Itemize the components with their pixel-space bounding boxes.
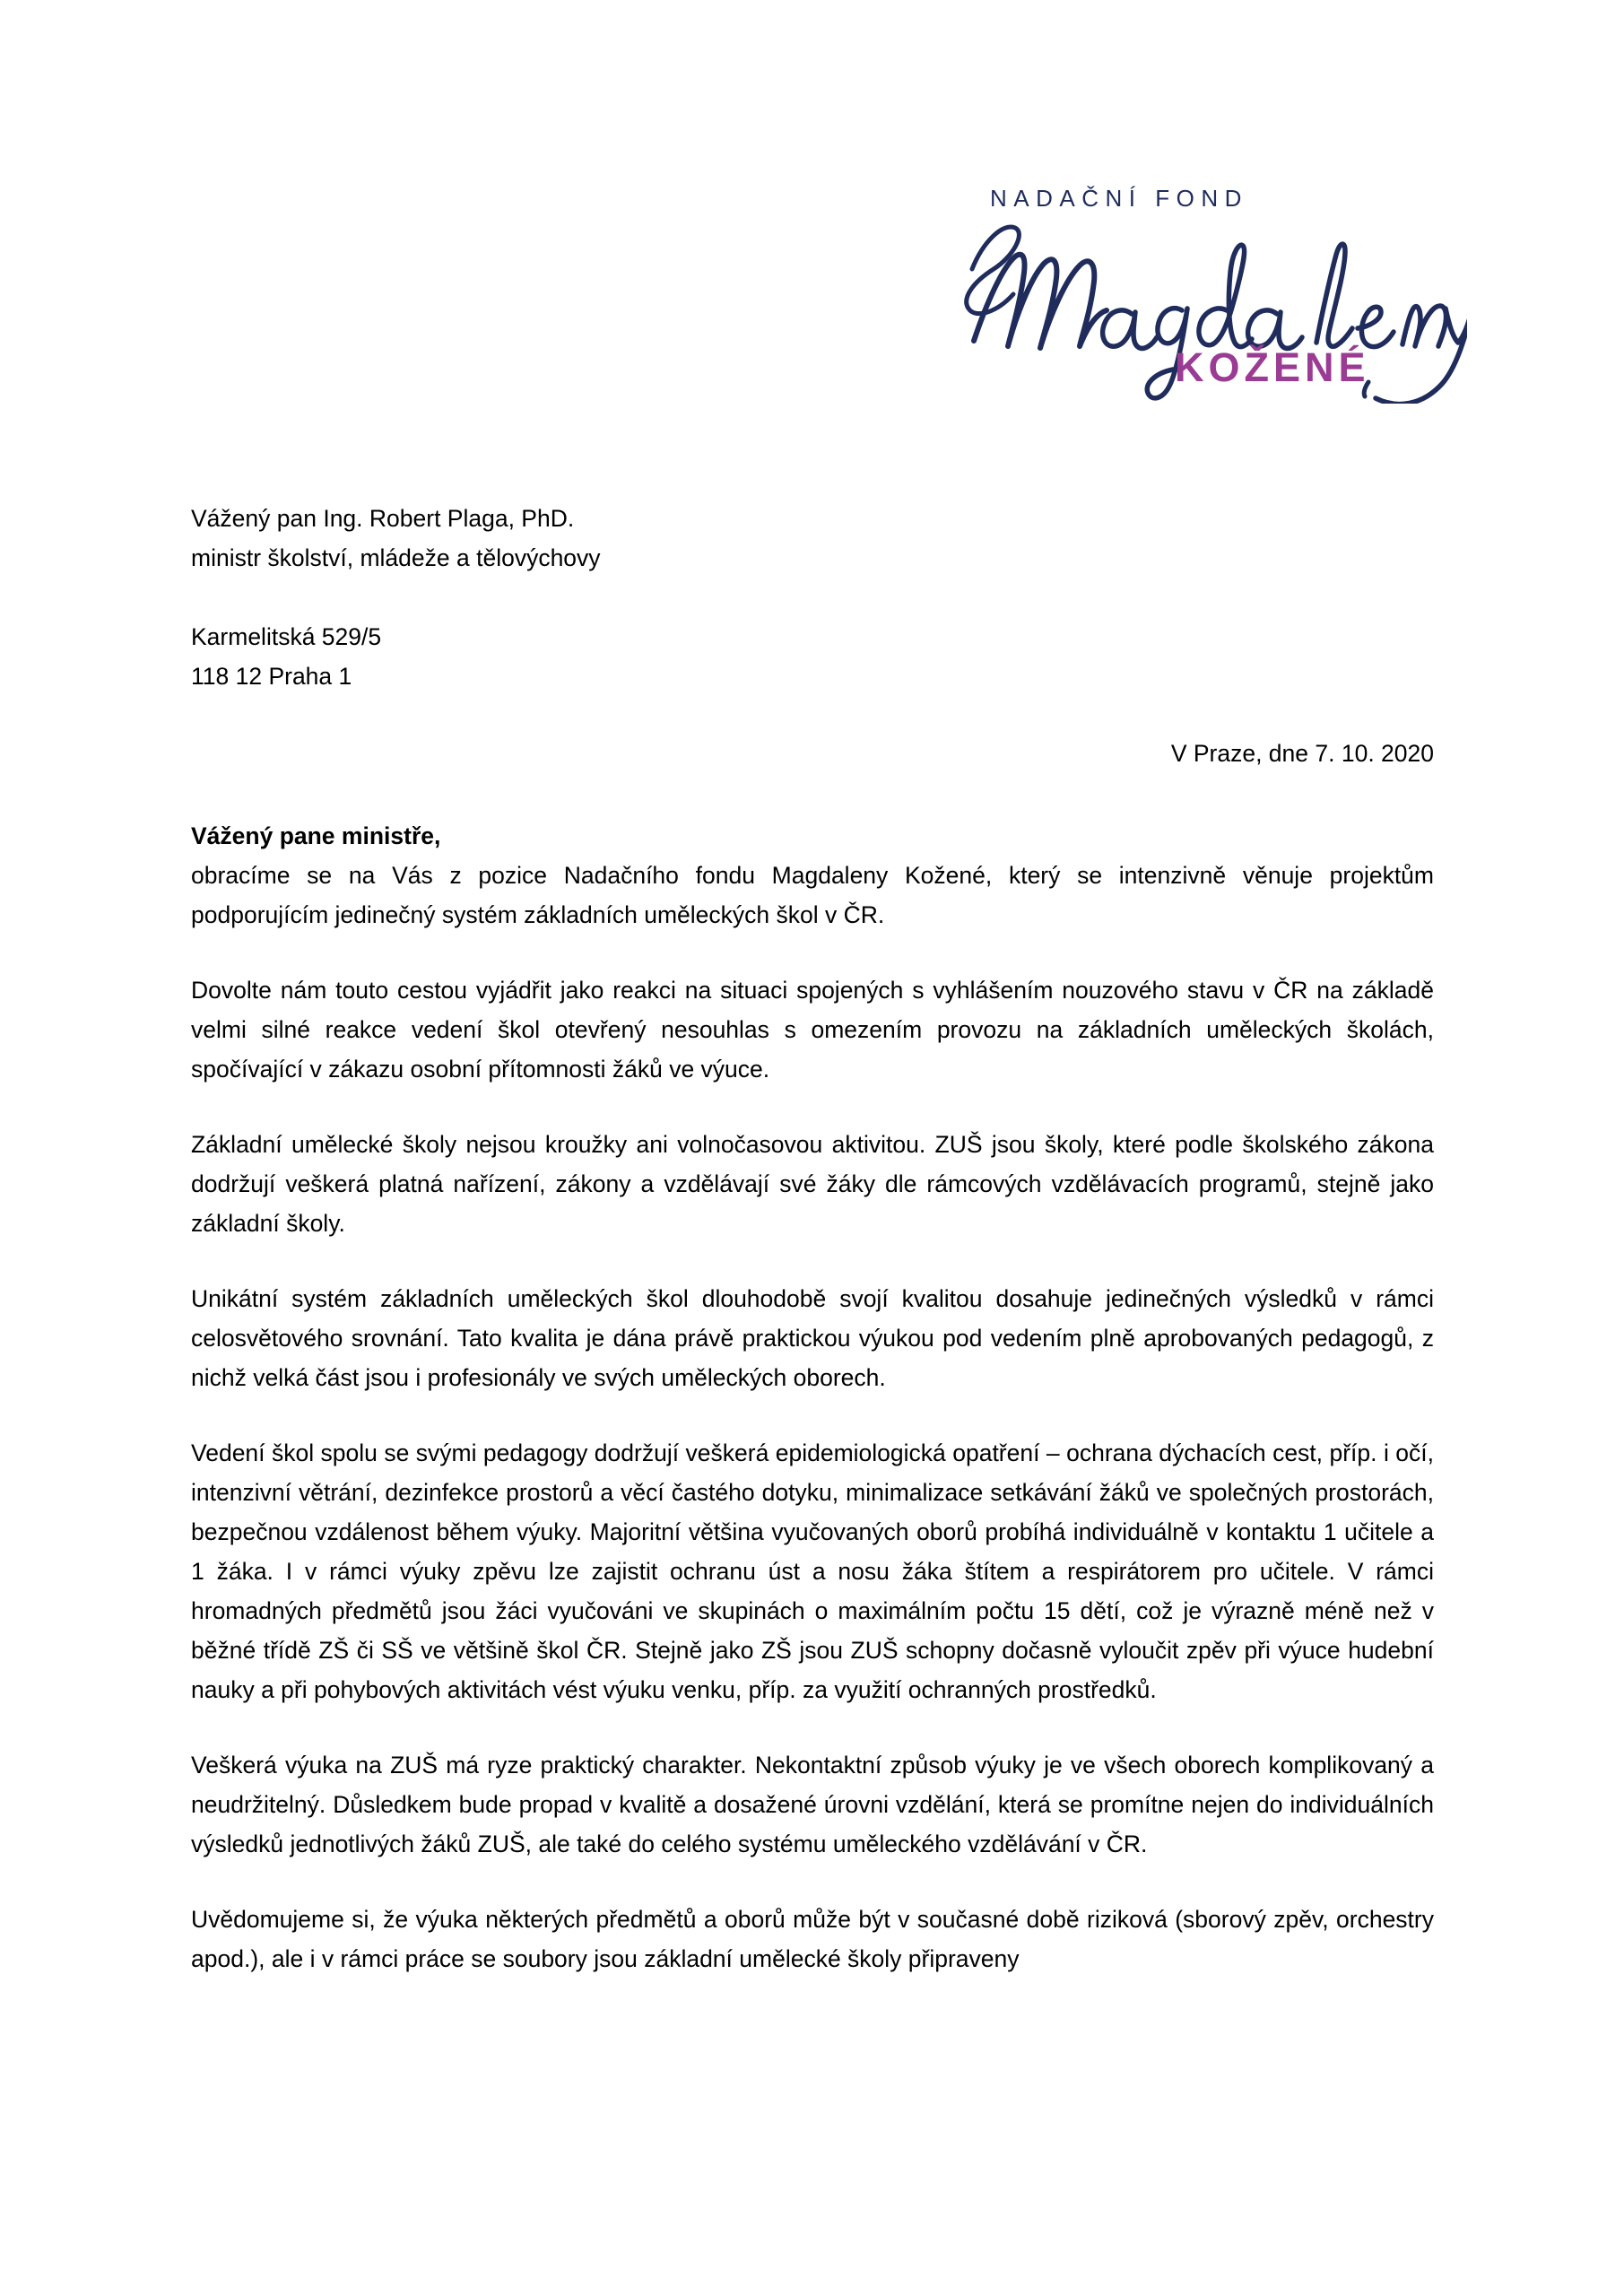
recipient-name: Vážený pan Ing. Robert Plaga, PhD.: [191, 505, 575, 532]
logo-surname-text: KOŽENÉ: [1175, 344, 1370, 390]
body-paragraph: Unikátní systém základních uměleckých škol dlouhodobě svojí kvalitou dosahuje jedinečných výsledků v rámci celosvětového srovnání. Tato kvalita je dána právě praktickou výukou pod vedením plně aprobovaných pedagogů, z nichž velká část jsou i profesionály ve svých uměleckých oborech.: [191, 1285, 1434, 1391]
letterhead-logo: [915, 176, 1489, 436]
body-paragraph: Veškerá výuka na ZUŠ má ryze praktický charakter. Nekontaktní způsob výuky je ve všech oborech komplikovaný a neudržitelný. Důsledkem bude propad v kvalitě a dosažené úrovni vzdělání, která se promítne nejen do individuálních výsledků jednotlivých žáků ZUŠ, ale také do celého systému uměleckého vzdělávání v ČR.: [191, 1752, 1434, 1857]
body-paragraph: obracíme se na Vás z pozice Nadačního fondu Magdaleny Kožené, který se intenzivně věnuje projektům podporujícím jedinečný systém základních uměleckých škol v ČR.: [191, 862, 1434, 928]
body-paragraph: Základní umělecké školy nejsou kroužky ani volnočasovou aktivitou. ZUŠ jsou školy, které podle školského zákona dodržují veškerá platná nařízení, zákony a vzdělávají své žáky dle rámcových vzdělávacích programů, stejně jako základní školy.: [191, 1131, 1434, 1237]
recipient-address: [191, 499, 1434, 696]
address-spacer: [191, 578, 1434, 617]
recipient-title: ministr školství, mládeže a tělovýchovy: [191, 544, 601, 571]
recipient-street: Karmelitská 529/5: [191, 623, 382, 650]
body-paragraph: Vedení škol spolu se svými pedagogy dodržují veškerá epidemiologická opatření – ochrana dýchacích cest, příp. i očí, intenzivní větrání, dezinfekce prostorů a věcí častého dotyku, minimalizace setkávání žáků ve společných prostorách, bezpečnou vzdálenost během výuky. Majoritní většina vyučovaných oborů probíhá individuálně v kontaktu 1 učitele a 1 žáka. I v rámci výuky zpěvu lze zajistit ochranu úst a nosu žáka štítem a respirátorem pro učitele. V rámci hromadných předmětů jsou žáci vyučováni ve skupinách o maximálním počtu 15 dětí, což je výrazně méně než v běžné třídě ZŠ či SŠ ve většině škol ČR. Stejně jako ZŠ jsou ZUŠ schopny dočasně vyloučit zpěv při výuce hudební nauky a při pohybových aktivitách vést výuku venku, příp. za využití ochranných prostředků.: [191, 1439, 1434, 1703]
letter-body: [191, 499, 1434, 2003]
logo-kicker-text: NADAČNÍ FOND: [990, 185, 1248, 212]
date-line: V Praze, dne 7. 10. 2020: [1170, 740, 1434, 767]
salutation: Vážený pane ministře,: [191, 822, 441, 849]
recipient-city: 118 12 Praha 1: [191, 663, 352, 690]
body-paragraph: Uvědomujeme si, že výuka některých předmětů a oborů může být v současné době riziková (sborový zpěv, orchestry apod.), ale i v rámci práce se soubory jsou základní umělecké školy připraveny: [191, 1906, 1434, 1972]
body-paragraph: Dovolte nám touto cestou vyjádřit jako reakci na situaci spojených s vyhlášením nouzového stavu v ČR na základě velmi silné reakce vedení škol otevřený nesouhlas s omezením provozu na základních uměleckých školách, spočívající v zákazu osobní přítomnosti žáků ve výuce.: [191, 977, 1434, 1083]
